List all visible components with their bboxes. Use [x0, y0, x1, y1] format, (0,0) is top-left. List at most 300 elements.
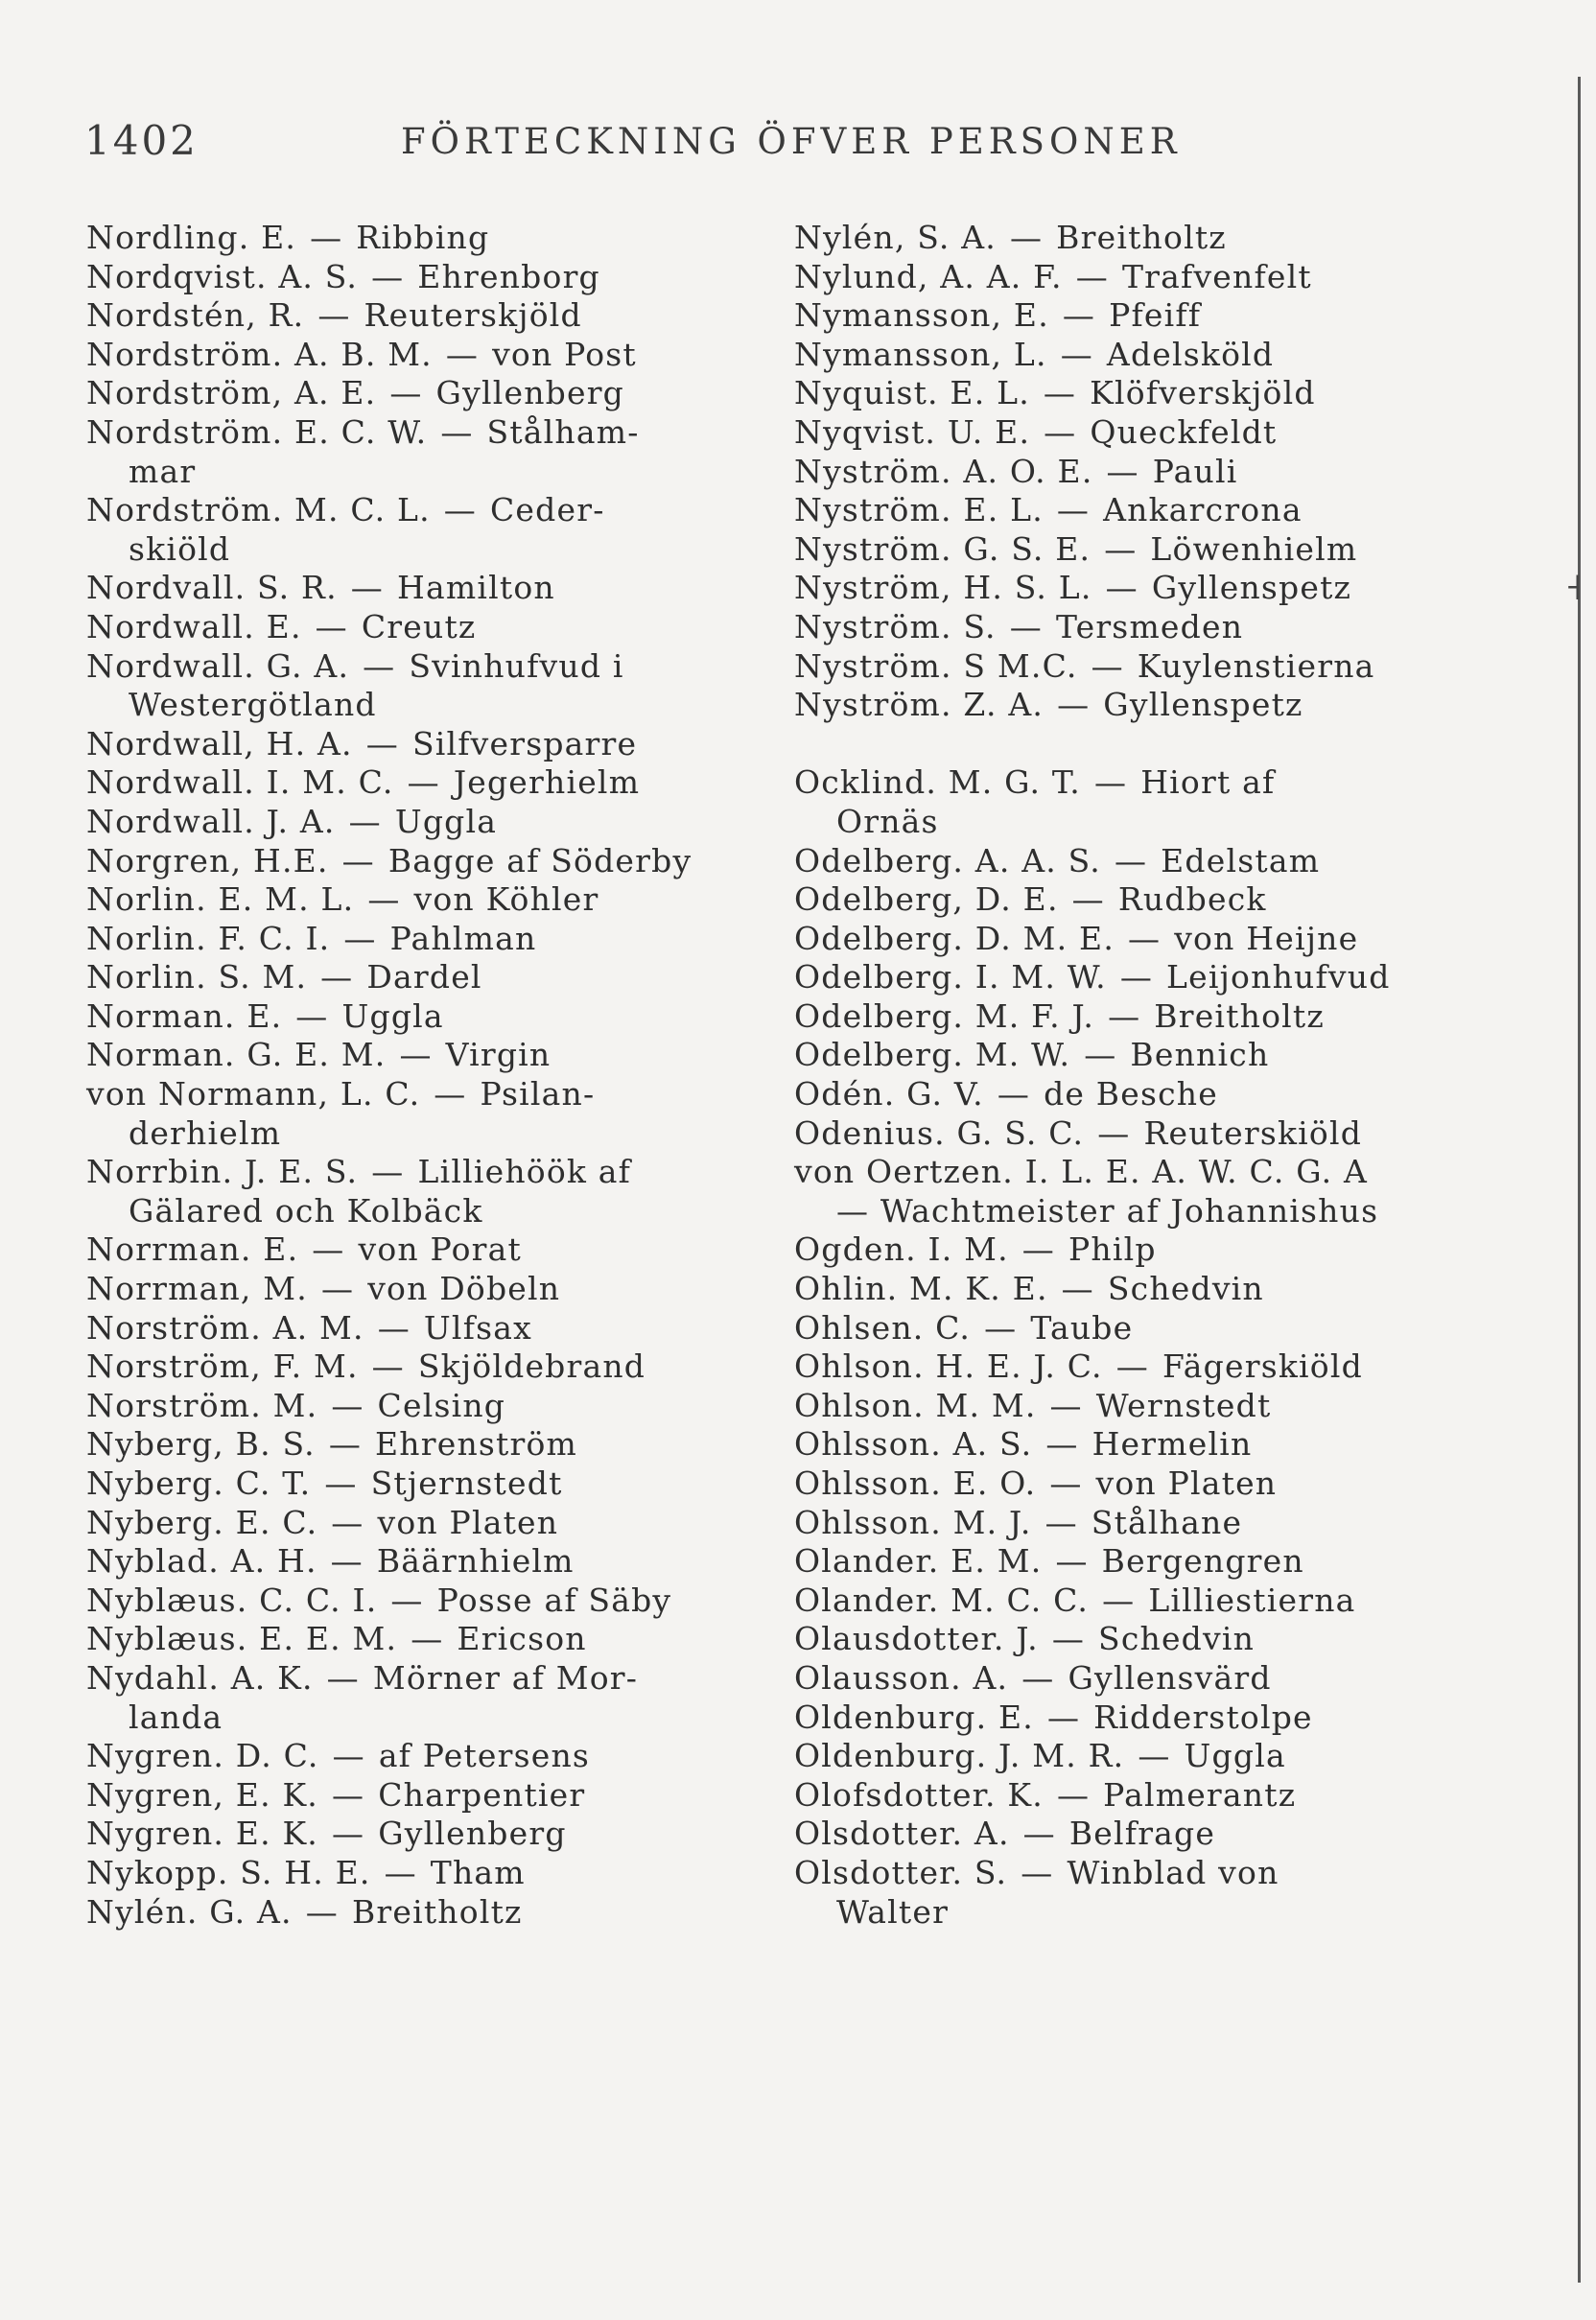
separator-dash: — — [371, 257, 405, 295]
index-entry — [86, 920, 758, 959]
person-name: Nyblad. A. H. — [86, 1542, 317, 1581]
person-name: Oldenburg. E. — [794, 1698, 1034, 1736]
person-name: Nordwall. E. — [86, 607, 302, 645]
entry-continuation: Westergötland — [129, 686, 377, 724]
separator-dash: — — [1043, 374, 1077, 412]
index-entry — [794, 1153, 1523, 1192]
separator-dash: — — [445, 335, 480, 373]
family-name: Edelstam — [1161, 841, 1321, 879]
index-entry — [86, 1776, 758, 1816]
person-name: Norlin. E. M. L. — [86, 880, 355, 919]
index-entry — [794, 1582, 1523, 1621]
family-name: Stålhane — [1091, 1503, 1243, 1541]
separator-dash: — — [440, 412, 474, 451]
family-name: von Köhler — [413, 880, 599, 919]
index-entry — [794, 1075, 1523, 1114]
separator-dash: — — [1071, 880, 1105, 919]
index-entry — [86, 1309, 758, 1348]
person-name: Nyström. S. — [794, 607, 997, 645]
family-name: Belfrage — [1068, 1815, 1216, 1853]
person-name: Norrman, M. — [86, 1270, 308, 1308]
person-name: Ohlsen. C. — [794, 1308, 972, 1347]
index-entry — [794, 1465, 1523, 1504]
separator-dash: — — [1061, 1270, 1094, 1308]
person-name: Olander. E. M. — [794, 1542, 1043, 1581]
index-entry — [86, 1582, 758, 1621]
index-entry — [794, 413, 1523, 453]
family-name: Silfversparre — [411, 724, 638, 762]
separator-dash: — — [1093, 763, 1128, 802]
person-name: Nyblæus. E. E. M. — [86, 1620, 398, 1658]
index-entry — [794, 569, 1523, 608]
index-entry — [86, 803, 758, 842]
separator-dash: — — [317, 296, 351, 335]
section-gap — [794, 725, 1523, 764]
person-name: Nyström. Z. A. — [794, 686, 1044, 724]
person-name: Nylén, S. A. — [794, 219, 997, 256]
entry-continuation: Walter — [836, 1892, 950, 1931]
separator-dash: — — [384, 1853, 417, 1891]
index-entry — [794, 1504, 1523, 1543]
separator-dash: — — [1057, 686, 1091, 724]
index-entry — [86, 1387, 758, 1426]
separator-dash: — — [377, 1308, 411, 1347]
index-entry — [794, 336, 1523, 375]
separator-dash: — — [367, 880, 401, 919]
family-name: Gyllenberg — [378, 1815, 567, 1853]
person-name: Nordström, A. E. — [86, 374, 377, 412]
index-entry — [86, 1659, 758, 1699]
separator-dash: — — [1009, 607, 1043, 645]
separator-dash: — — [997, 1075, 1031, 1113]
separator-dash: — — [1051, 1620, 1086, 1658]
family-name: Ericson — [457, 1620, 587, 1658]
index-entry — [86, 647, 758, 687]
separator-dash: — — [295, 996, 329, 1035]
person-name: Nyström. G. S. E. — [794, 529, 1091, 568]
family-name: Gyllenspetz — [1103, 686, 1303, 724]
family-name: Ehrenborg — [417, 257, 600, 295]
entry-continuation: Ornäs — [836, 802, 939, 840]
separator-dash: — — [365, 724, 399, 762]
family-name: Breitholtz — [1154, 996, 1325, 1035]
family-name: Ehrenström — [375, 1425, 578, 1464]
family-name: Tham — [430, 1853, 526, 1891]
separator-dash: — — [1056, 491, 1091, 529]
index-entry — [86, 491, 758, 530]
index-entry — [794, 1309, 1523, 1348]
family-name: de Besche — [1044, 1075, 1218, 1113]
family-name: Fägerskiöld — [1162, 1347, 1363, 1386]
family-name: Klöfverskjöld — [1090, 374, 1316, 412]
index-entry — [86, 1425, 758, 1465]
separator-dash: — — [1114, 841, 1148, 879]
separator-dash: — — [371, 1347, 405, 1386]
family-name: Charpentier — [378, 1775, 586, 1814]
index-entry — [86, 763, 758, 803]
separator-dash: — — [350, 569, 384, 607]
family-name: Skjöldebrand — [417, 1347, 646, 1386]
person-name: Nordwall, H. A. — [86, 724, 353, 762]
separator-dash: — — [1105, 569, 1138, 607]
family-name: Bennich — [1130, 1036, 1270, 1074]
page-number: 1402 — [84, 117, 199, 164]
index-entry — [86, 1465, 758, 1504]
person-name: Odelberg. M. F. J. — [794, 996, 1095, 1035]
person-name: Nykopp. S. H. E. — [86, 1853, 371, 1891]
separator-dash: — — [341, 841, 375, 879]
page-edge-line — [1578, 77, 1581, 2283]
entry-continuation: — Wachtmeister af Johannishus — [836, 1191, 1379, 1230]
person-name: Olsdotter. S. — [794, 1853, 1008, 1891]
family-name: Pahlman — [389, 919, 537, 957]
person-name: Nydahl. A. K. — [86, 1658, 314, 1697]
family-name: Winblad von — [1067, 1853, 1279, 1891]
separator-dash: — — [1091, 646, 1124, 685]
separator-dash: — — [328, 1425, 363, 1464]
person-name: Nylén. G. A. — [86, 1892, 293, 1931]
index-entry — [86, 842, 758, 881]
person-name: Nyström. S M.C. — [794, 646, 1078, 685]
index-entry — [86, 1153, 758, 1192]
family-name: Hiort af — [1140, 763, 1276, 802]
person-name: Nyquist. E. L. — [794, 374, 1030, 412]
index-entry — [86, 569, 758, 608]
family-name: Löwenhielm — [1150, 529, 1358, 568]
family-name: Bagge af Söderby — [387, 841, 692, 879]
person-name: Nyström, H. S. L. — [794, 569, 1092, 607]
separator-dash: — — [1046, 1698, 1081, 1736]
family-name: Posse af Säby — [436, 1581, 672, 1619]
person-name: Nyberg. E. C. — [86, 1503, 318, 1541]
separator-dash: — — [1056, 1775, 1091, 1814]
index-entry — [86, 1504, 758, 1543]
family-name: Taube — [1030, 1308, 1134, 1347]
index-entry — [794, 453, 1523, 492]
family-name: Hermelin — [1091, 1425, 1253, 1464]
person-name: Ogden. I. M. — [794, 1230, 1009, 1269]
index-entry — [794, 647, 1523, 687]
person-name: Nyberg. C. T. — [86, 1465, 312, 1502]
person-name: Nordstén, R. — [86, 296, 305, 335]
person-name: Norström, F. M. — [86, 1347, 359, 1386]
index-entry — [86, 725, 758, 764]
family-name: Leijonhufvud — [1166, 958, 1391, 996]
family-name: Breitholtz — [1056, 219, 1227, 256]
family-name: Hamilton — [397, 569, 555, 607]
person-name: Norrman. E. — [86, 1230, 299, 1269]
index-entry — [86, 997, 758, 1037]
entry-continuation: derhielm — [129, 1113, 282, 1152]
person-name: Norlin. F. C. I. — [86, 919, 331, 957]
left-column — [86, 219, 758, 1932]
separator-dash: — — [1045, 1425, 1079, 1464]
index-entry — [86, 1347, 758, 1387]
separator-dash: — — [1138, 1737, 1171, 1775]
family-name: Gyllenspetz — [1151, 569, 1352, 607]
separator-dash: — — [371, 1153, 405, 1191]
index-entry — [794, 258, 1523, 297]
family-name: Tersmeden — [1055, 607, 1244, 645]
family-name: Uggla — [394, 802, 498, 840]
index-entry — [794, 842, 1523, 881]
person-name: Odelberg. M. W. — [794, 1036, 1071, 1074]
person-name: Nordström. E. C. W. — [86, 412, 428, 451]
separator-dash: — — [1084, 1036, 1117, 1074]
person-name: Odelberg. A. A. S. — [794, 841, 1101, 879]
person-name: Olausson. A. — [794, 1658, 1009, 1697]
separator-dash: — — [399, 1036, 433, 1074]
family-name: von Porat — [358, 1230, 522, 1269]
family-name: Ankarcrona — [1103, 491, 1303, 529]
family-name: Reuterskjöld — [364, 296, 582, 335]
family-name: Reuterskiöld — [1143, 1113, 1363, 1152]
separator-dash: — — [443, 491, 477, 529]
separator-dash: — — [1044, 412, 1077, 451]
person-name: Olsdotter. A. — [794, 1815, 1010, 1853]
separator-dash: — — [1044, 1503, 1078, 1541]
person-name: Odelberg. I. M. W. — [794, 958, 1107, 996]
person-name: Ohlsson. M. J. — [794, 1503, 1032, 1541]
separator-dash: — — [1055, 1542, 1089, 1581]
separator-dash: — — [1049, 1386, 1083, 1424]
family-name: Stålham- — [486, 412, 640, 451]
family-name: Ridderstolpe — [1093, 1698, 1313, 1736]
index-entry — [794, 491, 1523, 530]
family-name: Creutz — [361, 607, 477, 645]
separator-dash: — — [1104, 529, 1138, 568]
separator-dash: — — [320, 958, 354, 996]
separator-dash: — — [330, 1542, 364, 1581]
person-name: Nygren. E. K. — [86, 1815, 318, 1853]
index-entry — [794, 1620, 1523, 1659]
family-name: Dardel — [366, 958, 482, 996]
index-entry — [794, 296, 1523, 336]
entry-continuation: landa — [129, 1698, 223, 1736]
family-name: Jegerhielm — [453, 763, 641, 802]
separator-dash: — — [315, 607, 348, 645]
family-name: Pauli — [1152, 452, 1238, 490]
person-name: Nordvall. S. R. — [86, 569, 338, 607]
family-name: Psilan- — [480, 1075, 596, 1113]
index-entry — [794, 1854, 1523, 1893]
person-name: Ohlson. M. M. — [794, 1386, 1037, 1424]
person-name: Odelberg. D. M. E. — [794, 919, 1115, 957]
separator-dash: — — [331, 1386, 364, 1424]
person-name: Nyqvist. U. E. — [794, 412, 1031, 451]
index-entry — [794, 1347, 1523, 1387]
person-name: Norlin. S. M. — [86, 958, 308, 996]
entry-continuation: Gälared och Kolbäck — [129, 1191, 483, 1230]
index-entry — [86, 1620, 758, 1659]
family-name: von Döbeln — [367, 1270, 561, 1308]
index-entry — [794, 1659, 1523, 1699]
family-name: Uggla — [341, 996, 444, 1035]
person-name: Nyström. E. L. — [794, 491, 1044, 529]
index-entry — [86, 374, 758, 413]
index-entry — [794, 763, 1523, 803]
family-name: Ulfsax — [423, 1308, 532, 1347]
index-entry — [86, 1893, 758, 1933]
index-entry — [794, 686, 1523, 725]
person-name: Norström. A. M. — [86, 1308, 364, 1347]
family-name: Ceder- — [489, 491, 605, 529]
separator-dash: — — [1119, 958, 1154, 996]
person-name: Ocklind. M. G. T. — [794, 763, 1081, 802]
person-name: Nordström. A. B. M. — [86, 335, 433, 373]
index-entry — [86, 1815, 758, 1854]
index-entry — [86, 1542, 758, 1582]
person-name: Nyström. A. O. E. — [794, 452, 1093, 490]
person-name: Odenius. G. S. C. — [794, 1113, 1085, 1152]
person-name: Olander. M. C. C. — [794, 1581, 1090, 1619]
separator-dash: — — [348, 802, 382, 840]
person-name: Norman. G. E. M. — [86, 1036, 387, 1074]
family-name: Ribbing — [356, 219, 490, 256]
separator-dash: — — [1022, 1815, 1056, 1853]
index-entry — [794, 1776, 1523, 1816]
index-entry — [86, 608, 758, 647]
family-name: Gyllenberg — [435, 374, 624, 412]
index-entry — [794, 997, 1523, 1037]
index-entry — [794, 920, 1523, 959]
person-name: Nymansson, L. — [794, 335, 1047, 373]
family-name: Schedvin — [1107, 1270, 1264, 1308]
separator-dash: — — [1097, 1113, 1131, 1152]
person-name: Olofsdotter. K. — [794, 1775, 1044, 1814]
family-name: von Platen — [1095, 1465, 1278, 1502]
index-entry — [86, 880, 758, 920]
index-entry — [794, 1737, 1523, 1776]
family-name: Svinhufvud i — [409, 646, 624, 685]
separator-dash: — — [326, 1658, 360, 1697]
family-name: Trafvenfelt — [1121, 257, 1312, 295]
index-entry — [86, 958, 758, 997]
family-name: Queckfeldt — [1090, 412, 1278, 451]
person-name: Nygren. D. C. — [86, 1737, 319, 1775]
person-name: Oldenburg. J. M. R. — [794, 1737, 1125, 1775]
separator-dash: — — [1009, 219, 1044, 256]
separator-dash: — — [984, 1308, 1018, 1347]
separator-dash: — — [310, 219, 343, 256]
index-entry — [794, 1114, 1523, 1154]
person-name: Nordström. M. C. L. — [86, 491, 431, 529]
family-name: Mörner af Mor- — [372, 1658, 639, 1697]
running-title: FÖRTECKNING ÖFVER PERSONER — [401, 121, 1182, 162]
family-name: von Platen — [377, 1503, 559, 1541]
family-name: Schedvin — [1098, 1620, 1256, 1658]
person-name: Odén. G. V. — [794, 1075, 984, 1113]
person-name: Odelberg, D. E. — [794, 880, 1059, 919]
separator-dash: — — [1062, 296, 1096, 335]
family-name: Palmerantz — [1103, 1775, 1297, 1814]
separator-dash: — — [1106, 452, 1139, 490]
person-name: Norrbin. J. E. S. — [86, 1153, 359, 1191]
page-edge-mark: ˧ — [1564, 566, 1583, 608]
family-name: Adelsköld — [1106, 335, 1275, 373]
separator-dash: — — [332, 1815, 365, 1853]
index-entry — [794, 1270, 1523, 1309]
separator-dash: — — [1075, 257, 1109, 295]
person-name: Norgren, H.E. — [86, 841, 329, 879]
separator-dash: — — [411, 1620, 444, 1658]
person-name: Ohlsson. E. O. — [794, 1465, 1037, 1502]
separator-dash: — — [1021, 1658, 1055, 1697]
index-entry — [86, 1270, 758, 1309]
person-name: Nygren, E. K. — [86, 1775, 318, 1814]
separator-dash: — — [390, 1581, 424, 1619]
index-entry — [86, 1737, 758, 1776]
index-entry — [794, 530, 1523, 570]
separator-dash: — — [320, 1270, 355, 1308]
person-name: Nyberg, B. S. — [86, 1425, 316, 1464]
separator-dash: — — [332, 1775, 365, 1814]
person-name: Nordqvist. A. S. — [86, 257, 359, 295]
person-name: Olausdotter. J. — [794, 1620, 1039, 1658]
person-name: Nordwall. G. A. — [86, 646, 350, 685]
index-entry — [794, 1230, 1523, 1270]
separator-dash: — — [1108, 996, 1141, 1035]
family-name: Wernstedt — [1095, 1386, 1272, 1424]
person-name: Norman. E. — [86, 996, 283, 1035]
index-entry — [794, 1036, 1523, 1075]
family-name: Bäärnhielm — [376, 1542, 575, 1581]
person-name: Nylund, A. A. F. — [794, 257, 1063, 295]
separator-dash: — — [1021, 1853, 1054, 1891]
index-entry — [794, 1699, 1523, 1738]
index-entry — [86, 296, 758, 336]
person-name: Ohlson. H. E. J. C. — [794, 1347, 1103, 1386]
family-name: Stjernstedt — [370, 1465, 563, 1502]
separator-dash: — — [324, 1465, 358, 1502]
index-entry — [794, 1387, 1523, 1426]
separator-dash: — — [1102, 1581, 1136, 1619]
index-entry — [86, 1230, 758, 1270]
person-name: Nymansson, E. — [794, 296, 1049, 335]
family-name: Virgin — [445, 1036, 552, 1074]
separator-dash: — — [1128, 919, 1162, 957]
index-entry — [86, 336, 758, 375]
entry-continuation: mar — [129, 452, 197, 490]
family-name: von Post — [492, 335, 637, 373]
index-entry — [794, 219, 1523, 258]
separator-dash: — — [305, 1892, 339, 1931]
index-entry — [794, 1815, 1523, 1854]
person-name: von Normann, L. C. — [86, 1075, 421, 1113]
index-entry — [794, 608, 1523, 647]
index-entry — [86, 1075, 758, 1114]
separator-dash: — — [1021, 1230, 1055, 1269]
family-name: Uggla — [1184, 1737, 1286, 1775]
index-entry — [86, 258, 758, 297]
family-name: Philp — [1068, 1230, 1157, 1269]
person-name: Nordwall. J. A. — [86, 802, 336, 840]
family-name: Breitholtz — [351, 1892, 523, 1931]
person-name: Ohlsson. A. S. — [794, 1425, 1033, 1464]
person-name: Norström. M. — [86, 1386, 318, 1424]
family-name: Kuylenstierna — [1137, 646, 1375, 685]
separator-dash: — — [363, 646, 396, 685]
family-name: Pfeiff — [1109, 296, 1202, 335]
separator-dash: — — [1115, 1347, 1149, 1386]
index-entry — [794, 374, 1523, 413]
index-entry — [86, 219, 758, 258]
index-entry — [794, 1425, 1523, 1465]
separator-dash: — — [312, 1230, 345, 1269]
index-entry — [794, 880, 1523, 920]
person-name: Nordwall. I. M. C. — [86, 763, 394, 802]
person-name: Nordling. E. — [86, 219, 297, 256]
